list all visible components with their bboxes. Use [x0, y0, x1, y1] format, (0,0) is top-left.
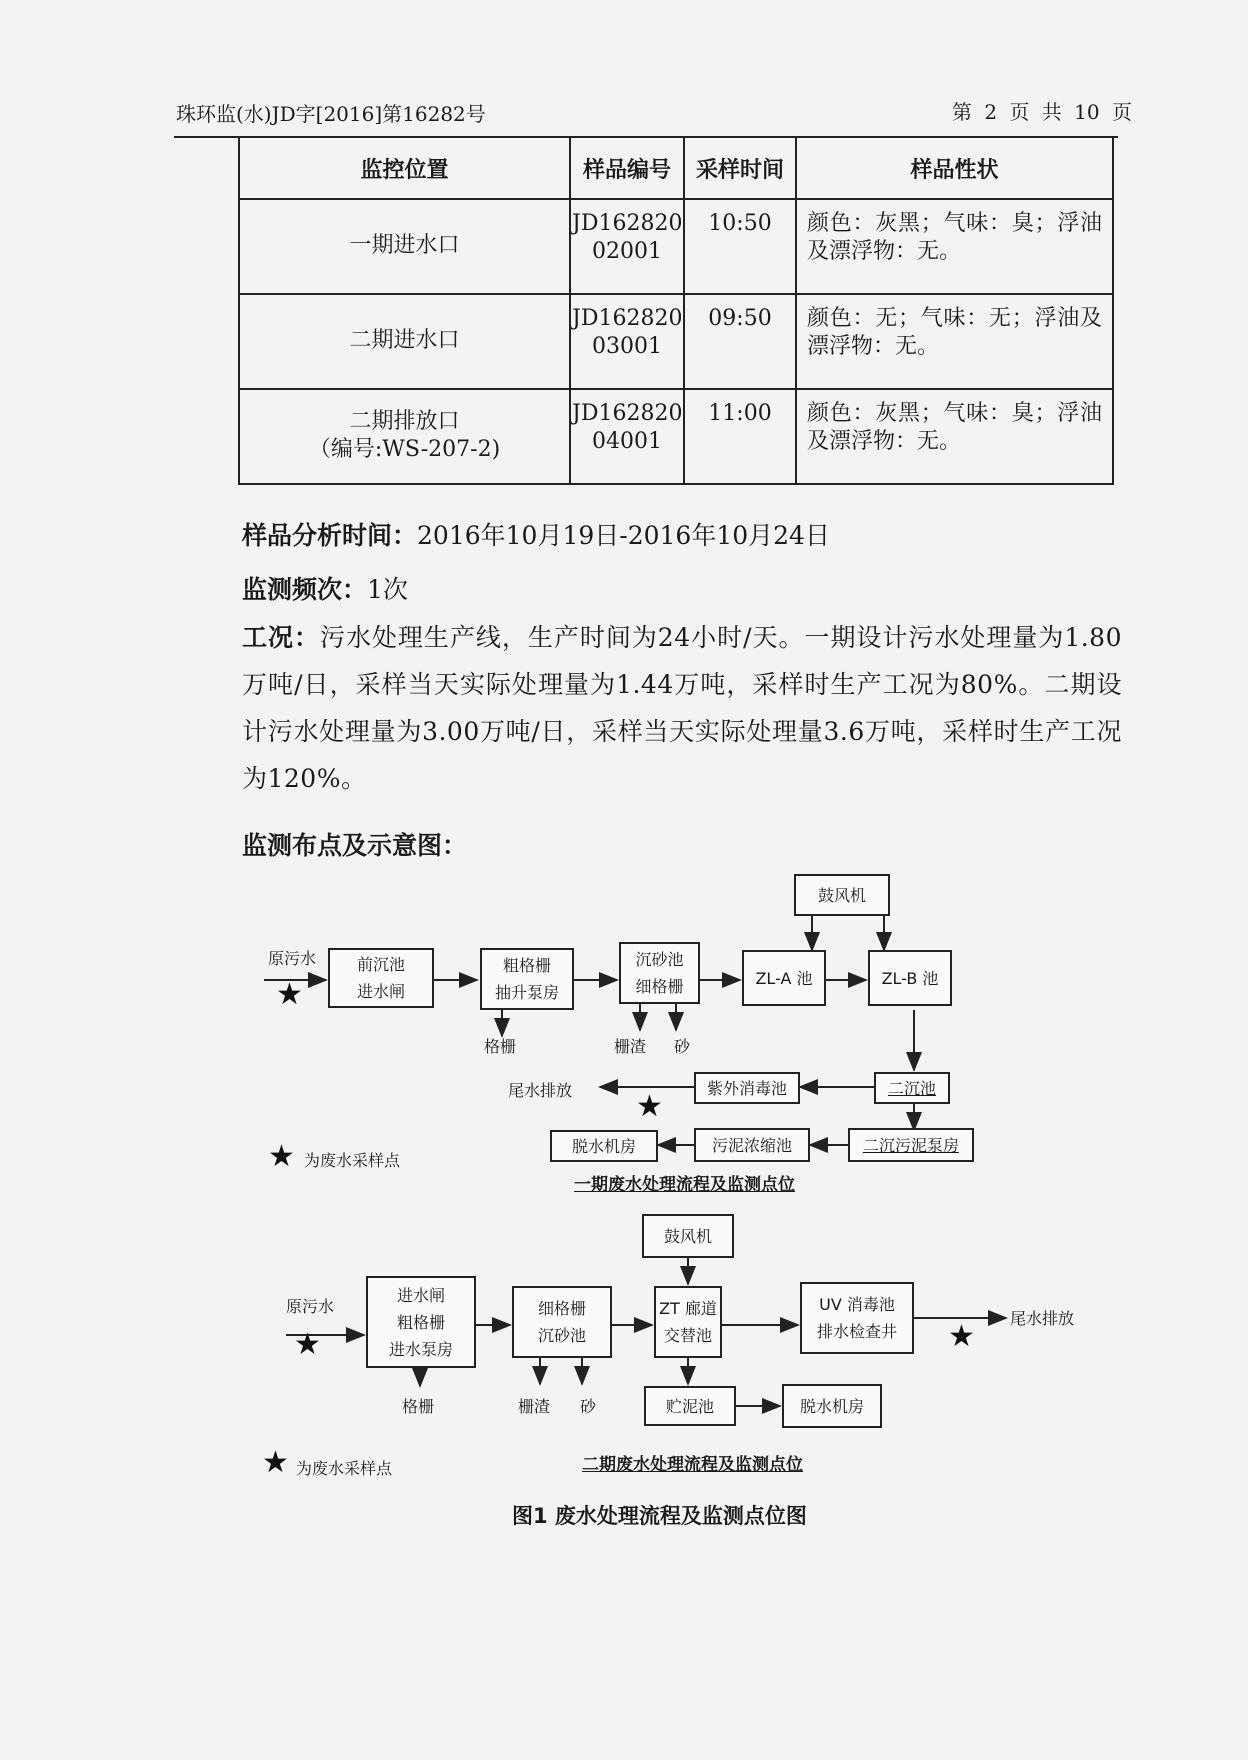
col-time-header: 采样时间 — [684, 137, 796, 199]
condition-text: 污水处理生产线，生产时间为24小时/天。一期设计污水处理量为1.80万吨/日，采样当天实际处理量为1.44万吨，采样时生产工况为80%。二期设计污水处理量为3.00万吨/日，采样当天实际处理量3.6万吨，采样时生产工况为120%。 — [242, 623, 1122, 793]
box-line: 粗格栅 — [396, 1312, 445, 1332]
d2-sludge-storage-box: 贮泥池 — [644, 1386, 736, 1426]
d1-dewatering-box: 脱水机房 — [550, 1130, 658, 1162]
d1-caption: 一期废水处理流程及监测点位 — [574, 1175, 795, 1195]
d2-blower-box: 鼓风机 — [642, 1214, 734, 1258]
location-code-text: （编号:WS-207-2) — [308, 437, 501, 462]
location-text: 二期进水口 — [349, 328, 460, 353]
d1-legend-star: ★ — [268, 1139, 295, 1174]
box-line: 粗格栅 — [502, 956, 551, 975]
d2-discharge-label: 尾水排放 — [1010, 1309, 1075, 1328]
document-number: 珠环监(水)JD字[2016]第16282号 — [176, 102, 486, 126]
d1-sludge-thickener-box: 污泥浓缩池 — [694, 1128, 810, 1162]
d1-zl-a-tank-box: ZL-A 池 — [742, 950, 826, 1006]
d2-screen-output-label: 格栅 — [402, 1397, 435, 1416]
box-line: UV 消毒池 — [819, 1295, 895, 1314]
box-line: 进水闸 — [356, 982, 405, 1001]
d1-blower-box: 鼓风机 — [794, 874, 890, 916]
d1-coarse-screen-box — [480, 948, 574, 1010]
box-line: 前沉池 — [356, 955, 405, 974]
box-line: 抽升泵房 — [494, 983, 559, 1002]
time-cell: 09:50 — [684, 294, 796, 389]
d2-zt-channel-box — [654, 1286, 722, 1358]
d2-legend-star: ★ — [262, 1445, 289, 1480]
analysis-time-label: 样品分析时间： — [242, 521, 418, 550]
d2-fine-screen-box — [512, 1286, 612, 1358]
d2-legend-label: 为废水采样点 — [296, 1459, 393, 1478]
d1-pre-settling-box — [328, 948, 434, 1008]
condition-label: 工况： — [242, 623, 320, 652]
d2-raw-water-label: 原污水 — [286, 1297, 335, 1316]
d1-grit-chamber-box — [619, 942, 700, 1004]
d2-sampling-point-star-2: ★ — [948, 1319, 975, 1354]
d2-uv-disinfection-box — [800, 1282, 914, 1354]
d1-sampling-point-star-1: ★ — [276, 977, 303, 1012]
d1-legend-label: 为废水采样点 — [304, 1151, 401, 1170]
d2-residue-output-label: 栅渣 — [518, 1397, 551, 1416]
state-cell: 颜色：无；气味：无；浮油及漂浮物：无。 — [796, 294, 1113, 389]
figure-caption: 图1 废水处理流程及监测点位图 — [512, 1504, 807, 1528]
d1-raw-water-label: 原污水 — [268, 949, 317, 968]
box-line: 排水检查井 — [816, 1322, 897, 1341]
analysis-time-value: 2016年10月19日-2016年10月24日 — [417, 521, 830, 550]
d1-discharge-label: 尾水排放 — [508, 1081, 573, 1100]
sample-id-cell: JD162820 04001 — [570, 389, 684, 484]
layout-title: 监测布点及示意图： — [242, 831, 468, 860]
state-cell: 颜色：灰黑；气味：臭；浮油及漂浮物：无。 — [796, 199, 1113, 294]
state-cell: 颜色：灰黑；气味：臭；浮油及漂浮物：无。 — [796, 389, 1113, 484]
d1-residue-output-label: 栅渣 — [614, 1037, 647, 1056]
col-state-header: 样品性状 — [796, 137, 1113, 199]
col-sample-id-header: 样品编号 — [570, 137, 684, 199]
col-location-header: 监控位置 — [239, 137, 570, 199]
location-text: 一期进水口 — [349, 233, 460, 258]
d1-secondary-clarifier-box: 二沉池 — [874, 1072, 950, 1104]
d2-caption: 二期废水处理流程及监测点位 — [582, 1455, 803, 1475]
box-line: 交替池 — [663, 1326, 712, 1345]
d2-sampling-point-star-1: ★ — [294, 1327, 321, 1362]
box-line: 细格栅 — [537, 1299, 586, 1318]
sample-id-cell: JD162820 03001 — [570, 294, 684, 389]
page-indicator: 第 2 页 共 10 页 — [952, 100, 1132, 124]
d2-inlet-box — [366, 1276, 476, 1368]
d2-dewatering-box: 脱水机房 — [782, 1384, 882, 1428]
time-cell: 11:00 — [684, 389, 796, 484]
box-line: 细格栅 — [635, 977, 684, 996]
d1-sampling-point-star-2: ★ — [636, 1089, 663, 1124]
location-text: 二期排放口 — [349, 409, 460, 434]
sample-id-cell: JD162820 02001 — [570, 199, 684, 294]
box-line: 沉砂池 — [635, 950, 684, 969]
d1-zl-b-tank-box: ZL-B 池 — [868, 950, 952, 1006]
d1-uv-disinfection-box: 紫外消毒池 — [694, 1072, 800, 1104]
d1-sand-output-label: 砂 — [674, 1037, 691, 1056]
d1-sludge-pump-box: 二沉污泥泵房 — [848, 1128, 974, 1162]
frequency-value: 1次 — [367, 575, 408, 604]
box-line: 进水闸 — [396, 1285, 445, 1305]
box-line: ZT 廊道 — [659, 1299, 717, 1318]
box-line: 沉砂池 — [537, 1326, 586, 1345]
frequency-label: 监测频次： — [242, 575, 368, 604]
time-cell: 10:50 — [684, 199, 796, 294]
box-line: 进水泵房 — [388, 1339, 453, 1359]
d1-screen-output-label: 格栅 — [484, 1037, 517, 1056]
d2-sand-output-label: 砂 — [580, 1397, 597, 1416]
